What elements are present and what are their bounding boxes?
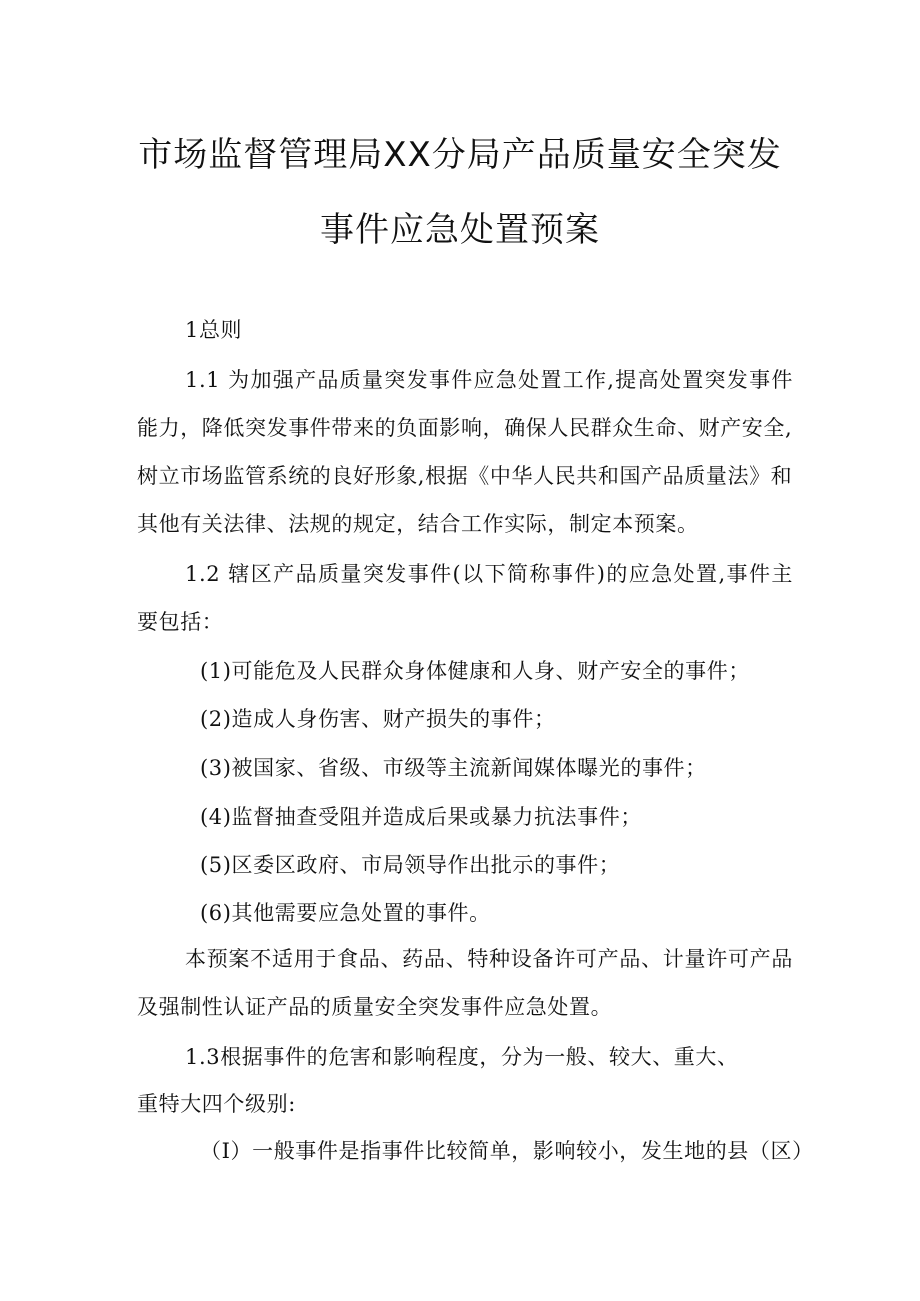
list-item: (4)监督抽查受阻并造成后果或暴力抗法事件；	[200, 805, 642, 829]
paragraph-line: 及强制性认证产品的质量安全突发事件应急处置。	[137, 995, 613, 1019]
section-heading-general: 1总则	[185, 318, 243, 342]
list-item: (6)其他需要应急处置的事件。	[200, 901, 491, 925]
paragraph-line: 1.2 辖区产品质量突发事件(以下简称事件)的应急处置,事件主	[185, 562, 793, 586]
paragraph-line: 1.1 为加强产品质量突发事件应急处置工作,提高处置突发事件	[185, 368, 793, 392]
list-item: (3)被国家、省级、市级等主流新闻媒体曝光的事件；	[200, 756, 707, 780]
paragraph-line: 能力，降低突发事件带来的负面影响，确保人民群众生命、财产安全,	[137, 416, 793, 440]
paragraph-line: 树立市场监管系统的良好形象,根据《中华人民共和国产品质量法》和	[137, 464, 793, 488]
list-item: (1)可能危及人民群众身体健康和人身、财产安全的事件；	[200, 659, 750, 683]
paragraph-line: 要包括：	[137, 610, 224, 634]
paragraph-line: 1.3根据事件的危害和影响程度，分为一般、较大、重大、	[185, 1045, 739, 1069]
document-title-line-1: 市场监督管理局XX分局产品质量安全突发	[138, 135, 782, 175]
list-item: (5)区委区政府、市局领导作出批示的事件；	[200, 853, 621, 877]
paragraph-line: 其他有关法律、法规的规定，结合工作实际，制定本预案。	[137, 512, 699, 536]
paragraph-line: （I）一般事件是指事件比较简单，影响较小，发生地的县（区）	[200, 1139, 814, 1163]
paragraph-line: 本预案不适用于食品、药品、特种设备许可产品、计量许可产品	[185, 947, 793, 971]
paragraph-line: 重特大四个级别:	[137, 1092, 296, 1116]
list-item: (2)造成人身伤害、财产损失的事件；	[200, 707, 556, 731]
document-title-line-2: 事件应急处置预案	[320, 210, 600, 250]
